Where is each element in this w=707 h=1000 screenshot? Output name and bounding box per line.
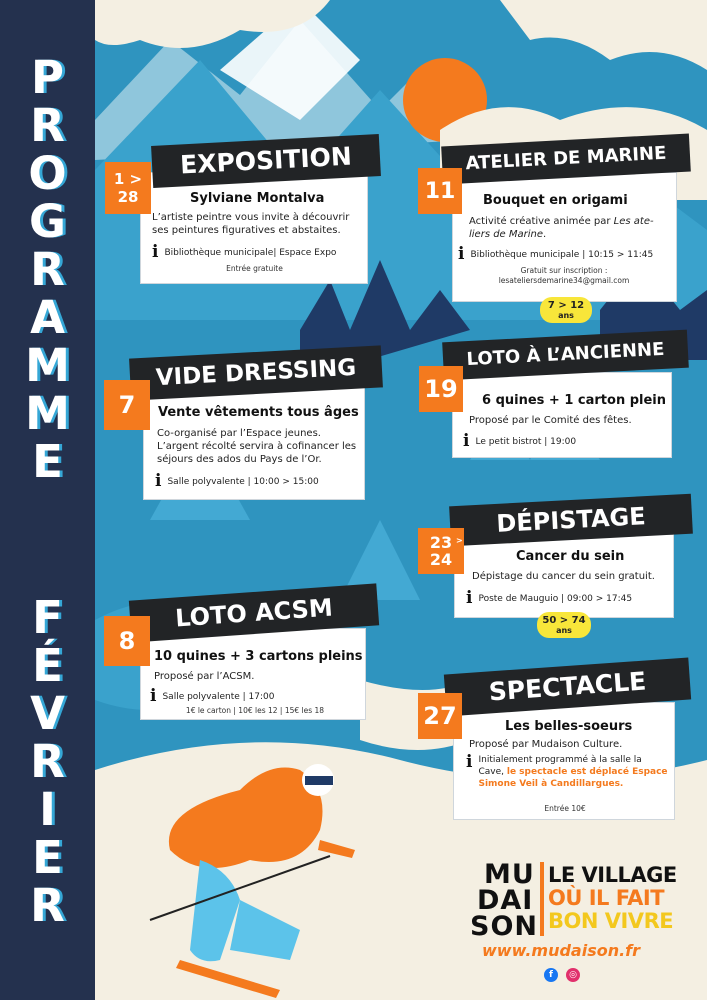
info-icon: i [466,588,473,608]
desc-end: . [543,229,547,240]
event-location [152,244,336,261]
event-description: L’artiste peintre vous invite à découvrir ses peintures figuratives et abstaites. [152,212,350,236]
date-end: 24 [429,550,453,569]
logo-divider [540,862,544,936]
title-letter: F [32,591,63,644]
event-description: Dépistage du cancer du sein gratuit. [472,571,655,582]
info-icon: i [150,686,157,706]
event-location [466,590,632,607]
instagram-icon[interactable]: ◎ [566,968,580,982]
note-line: Gratuit sur inscription : [520,266,608,275]
location-text-plain: Initialement programmé à la salle la Cave, [478,755,642,777]
logo-tagline: BON VIVRE [548,909,674,933]
event-note: 1€ le carton | 10€ les 12 | 15€ les 18 [185,706,325,715]
event-description: Proposé par l’ACSM. [154,671,255,682]
date-start: 23 [429,533,453,552]
event-title: VIDE DRESSING [129,345,383,400]
event-location [466,754,670,790]
logo-line: SON [470,911,538,942]
location-text: Salle polyvalente | 10:00 > 15:00 [167,476,319,487]
event-description [469,215,669,241]
logo-tagline: OÙ IL FAIT [548,886,665,910]
location-text: Le petit bistrot | 19:00 [475,436,577,447]
event-title: DÉPISTAGE [449,494,693,547]
title-letter: O [28,147,67,200]
event-date: 7 [104,380,150,430]
facebook-icon[interactable]: f [544,968,558,982]
date-separator: > [456,536,463,545]
info-icon: i [466,752,473,772]
title-letter: R [30,243,65,296]
title-letter: I [39,783,56,836]
badge-unit: ans [558,311,574,320]
event-note [458,266,670,286]
event-date: 11 [418,168,462,214]
event-title: ATELIER DE MARINE [441,134,691,185]
event-title: EXPOSITION [151,134,381,188]
event-note: Entrée gratuite [226,264,283,273]
location-text: Poste de Mauguio | 09:00 > 17:45 [478,593,633,604]
title-letter: A [30,291,65,344]
badge-value: 50 > 74 [542,615,586,626]
event-description: Co-organisé par l’Espace jeunes. L’argent récolté servira à cofinancer les séjours des ados du Pays de l’Or. [157,428,357,465]
event-description: Proposé par le Comité des fêtes. [469,415,632,426]
title-letter: P [31,51,64,104]
event-title: SPECTACLE [444,658,691,717]
event-date [418,528,464,574]
event-subtitle: Bouquet en origami [483,193,628,208]
event-date: 8 [104,616,150,666]
title-letter: É [32,639,63,692]
location-text-highlight: le spectacle est déplacé Espace Simone Veil à Candillargues. [478,767,668,789]
event-date: 27 [418,693,462,739]
event-subtitle: Cancer du sein [516,549,625,564]
event-note: Entrée 10€ [544,804,586,813]
desc-text: Activité créative animée par [469,216,614,227]
desc-italic: Les ate-liers de Marine [469,216,654,240]
title-letter: R [30,735,65,788]
location-text: Bibliothèque municipale| Espace Expo [164,247,337,258]
date-end: 28 [117,188,139,206]
event-description: Proposé par Mudaison Culture. [469,739,623,750]
title-letter: M [25,339,70,392]
website-link[interactable]: www.mudaison.fr [482,941,641,960]
title-letter: R [30,99,65,152]
date-start: 1 > [113,170,143,188]
badge-unit: ans [556,626,572,635]
event-date [105,162,151,214]
location-text: Salle polyvalente | 17:00 [162,691,275,702]
location-text: Bibliothèque municipale | 10:15 > 11:45 [470,249,654,260]
age-badge [540,297,592,323]
location-text [478,754,670,790]
title-letter: R [30,879,65,932]
event-subtitle: 10 quines + 3 cartons pleins [154,649,363,664]
badge-value: 7 > 12 [547,300,585,311]
info-icon: i [458,244,465,264]
note-line: lesateliersdemarine34@gmail.com [498,276,630,285]
age-badge [537,612,591,638]
event-date: 19 [419,366,463,412]
info-icon: i [463,431,470,451]
title-letter: G [29,195,66,248]
event-title: LOTO ACSM [129,583,379,642]
event-subtitle: 6 quines + 1 carton plein [482,393,667,408]
info-icon: i [152,242,159,262]
event-title: LOTO À L’ANCIENNE [442,330,689,381]
event-location [458,246,653,263]
title-letter: E [32,831,63,884]
info-icon: i [155,471,162,491]
title-letter: E [32,435,63,488]
logo-line: DAI [477,885,534,916]
event-subtitle: Vente vêtements tous âges [158,405,359,420]
event-subtitle: Sylviane Montalva [190,191,325,206]
title-letter: M [25,387,70,440]
event-location [463,433,576,450]
logo-tagline: LE VILLAGE [548,863,677,887]
logo-line: MU [484,859,535,890]
title-letter: V [30,687,65,740]
event-subtitle: Les belles-soeurs [505,719,633,734]
event-location [155,473,319,490]
event-location [150,688,274,705]
